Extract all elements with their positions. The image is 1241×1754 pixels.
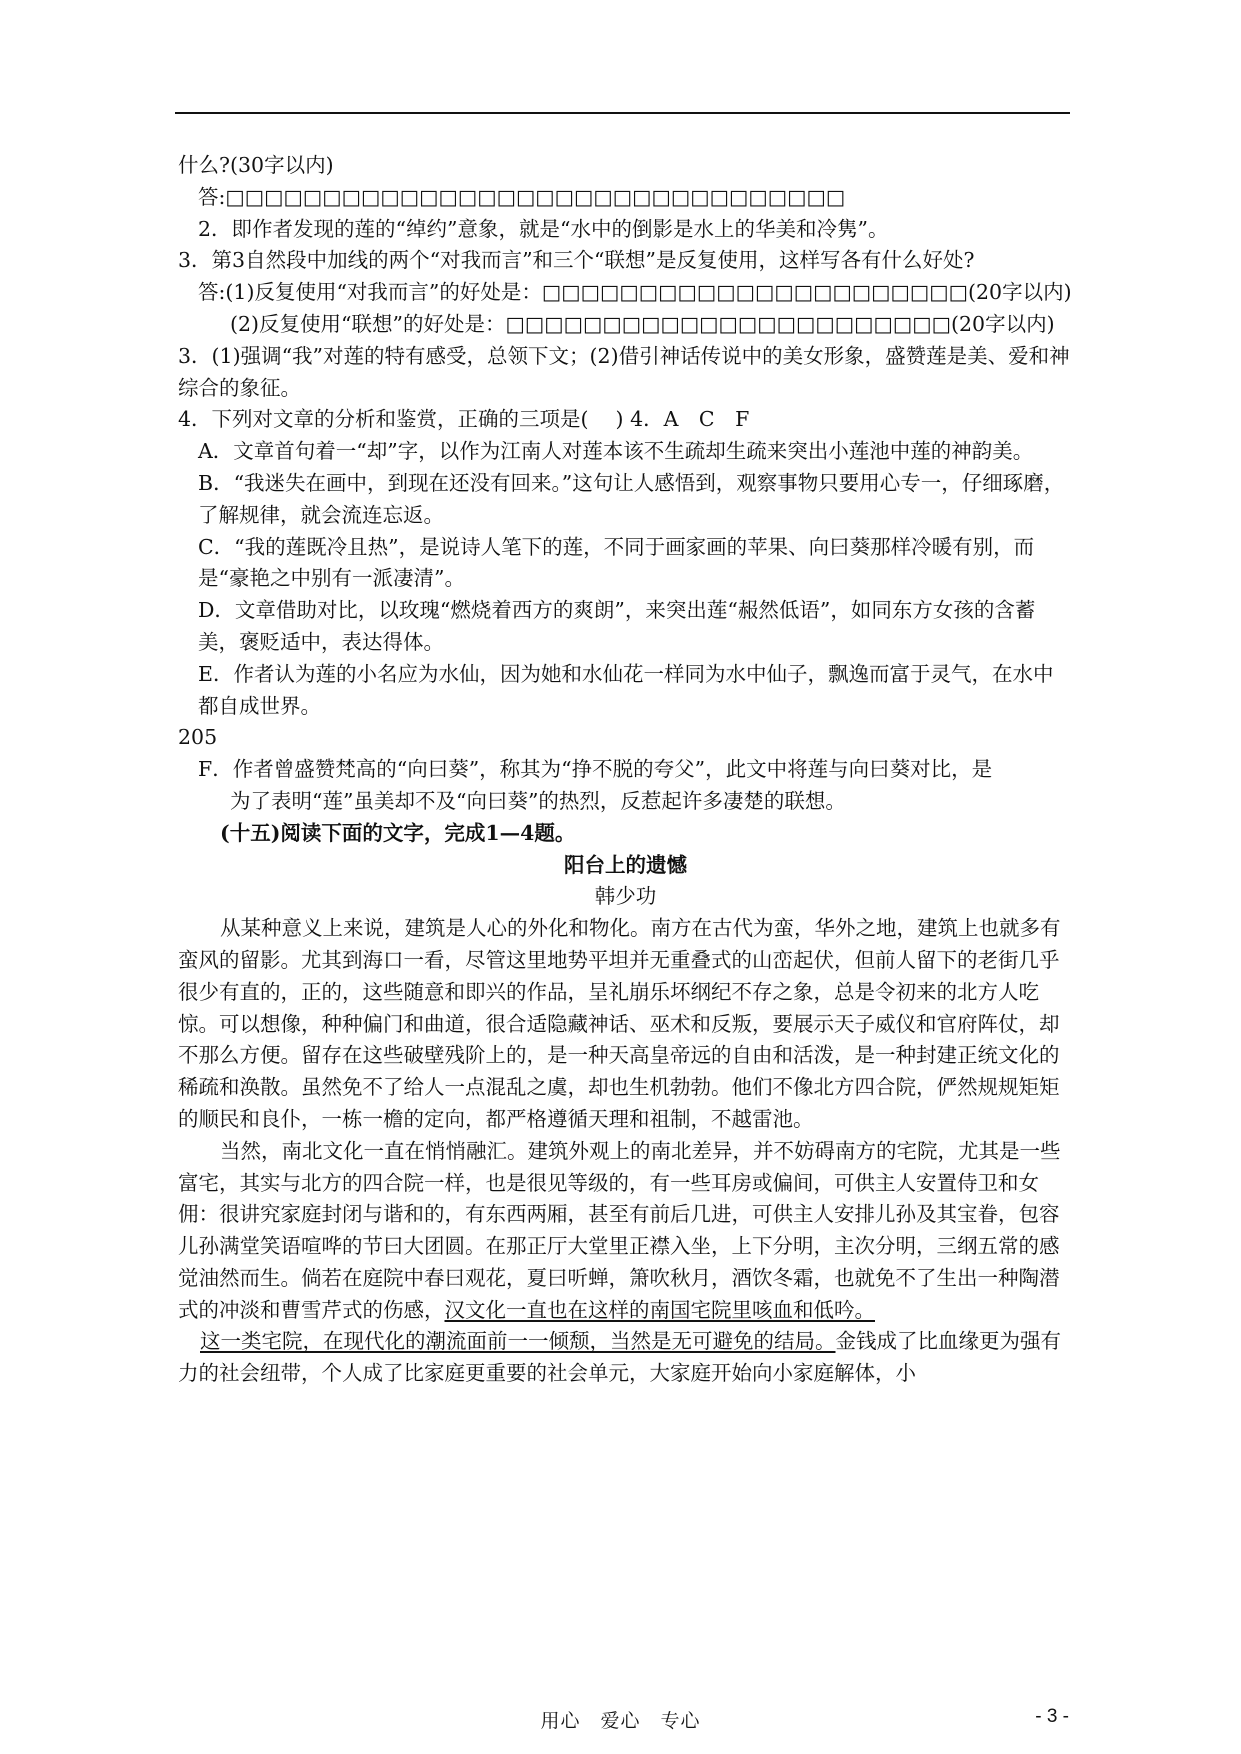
paragraph-3 [178, 1326, 1073, 1390]
text-line: 什么?(30字以内) [178, 153, 334, 177]
article-author: 韩少功 [594, 884, 657, 909]
text-line: 2．即作者发现的莲的“绰约”意象，就是“水中的倒影是水上的华美和冷隽”。 [198, 216, 889, 241]
paragraph-2 [178, 1136, 1073, 1327]
option-d: D．文章借助对比，以玫瑰“燃烧着西方的爽朗”，来突出莲“赧然低语”，如同东方女孩的含蓄美，褒贬适中，表达得体。 [198, 598, 1036, 654]
paragraph-3-text: 金钱成了比血缘更为强有力的社会纽带，个人成了比家庭更重要的社会单元，大家庭开始向小家庭解体，小 [178, 1329, 1061, 1386]
question-3: 3．第3自然段中加线的两个“对我而言”和三个“联想”是反复使用，这样写各有什么好处? [178, 248, 975, 273]
footer-motto: 用心 爱心 专心 [540, 1710, 701, 1732]
page-number-205: 205 [178, 725, 218, 750]
option-a: A．文章首句着一“却”字，以作为江南人对莲本该不生疏却生疏来突出小莲池中莲的神韵美。 [198, 439, 1034, 464]
answer-key-3: 3．(1)强调“我”对莲的特有感受，总领下文；(2)借引神话传说中的美女形象，盛赞莲是美、爱和神综合的象征。 [178, 343, 1070, 400]
option-e: E．作者认为莲的小名应为水仙，因为她和水仙花一样同为水中仙子，飘逸而富于灵气，在水中都自成世界。 [198, 661, 1054, 718]
option-f-line1: F．作者曾盛赞梵高的“向曰葵”，称其为“挣不脱的夸父”，此文中将莲与向曰葵对比，是 [198, 757, 993, 782]
underlined-sentence: 汉文化一直也在这样的南国宅院里咳血和低吟。 [444, 1297, 875, 1322]
footer-page-number: - 3 - [1035, 1706, 1069, 1727]
section-heading: (十五)阅读下面的文字，完成1—4题。 [220, 820, 576, 845]
answer-3-1: 答:(1)反复使用“对我而言”的好处是：□□□□□□□□□□□□□□□□□□□□□□(20字以内) [198, 280, 1072, 305]
document-body [178, 150, 1073, 1390]
underlined-sentence: 这一类宅院，在现代化的潮流面前一一倾颓，当然是无可避免的结局。 [200, 1329, 836, 1354]
answer-3-2: (2)反复使用“联想”的好处是：□□□□□□□□□□□□□□□□□□□□□□□(20字以内) [230, 311, 1055, 336]
answer-blank-line: 答:□□□□□□□□□□□□□□□□□□□□□□□□□□□□□□□□ [198, 184, 846, 209]
article-title: 阳台上的遗憾 [564, 852, 687, 877]
option-f-line2: 为了表明“莲”虽美却不及“向曰葵”的热烈，反惹起许多凄楚的联想。 [230, 788, 846, 813]
option-c: C．“我的莲既冷且热”，是说诗人笔下的莲，不同于画家画的苹果、向曰葵那样冷暖有别，而是“豪艳之中别有一派凄清”。 [198, 534, 1035, 591]
paragraph-1: 从某种意义上来说，建筑是人心的外化和物化。南方在古代为蛮，华外之地，建筑上也就多有蛮风的留影。尤其到海口一看，尽管这里地势平坦并无重叠式的山峦起伏，但前人留下的老街几乎很少有直的，正的，这些随意和即兴的作品，呈礼崩乐坏纲纪不存之象，总是令初来的北方人吃惊。可以想像，种种偏门和曲道，很合适隐藏神话、巫术和反叛，要展示天子威仪和官府阵仗，却不那么方便。留存在这些破壁残阶上的，是一种天高皇帝远的自由和活泼，是一种封建正统文化的稀疏和涣散。虽然免不了给人一点混乱之虞，却也生机勃勃。他们不像北方四合院，俨然规规矩矩的顺民和良仆，一栋一檐的定向，都严格遵循天理和祖制，不越雷池。 [178, 916, 1061, 1131]
question-4: 4．下列对文章的分析和鉴赏，正确的三项是( ) 4．A C F [178, 407, 750, 432]
header-rule [175, 112, 1070, 114]
option-b: B．“我迷失在画中，到现在还没有回来。”这句让人感悟到，观察事物只要用心专一，仔细琢磨，了解规律，就会流连忘返。 [198, 470, 1065, 527]
paragraph-2-text: 当然，南北文化一直在悄悄融汇。建筑外观上的南北差异，并不妨碍南方的宅院，尤其是一些富宅，其实与北方的四合院一样，也是很见等级的，有一些耳房或偏间，可供主人安置侍卫和女佣：很讲究家庭封闭与谐和的，有东西两厢，甚至有前后几进，可供主人安排儿孙及其宝眷，包容儿孙满堂笑语喧哗的节曰大团圆。在那正厅大堂里正襟入坐，上下分明，主次分明，三纲五常的感觉油然而生。倘若在庭院中春曰观花，夏曰听蝉，箫吹秋月，酒饮冬霜，也就免不了生出一种陶潜式的冲淡和曹雪芹式的伤感， [178, 1138, 1061, 1322]
